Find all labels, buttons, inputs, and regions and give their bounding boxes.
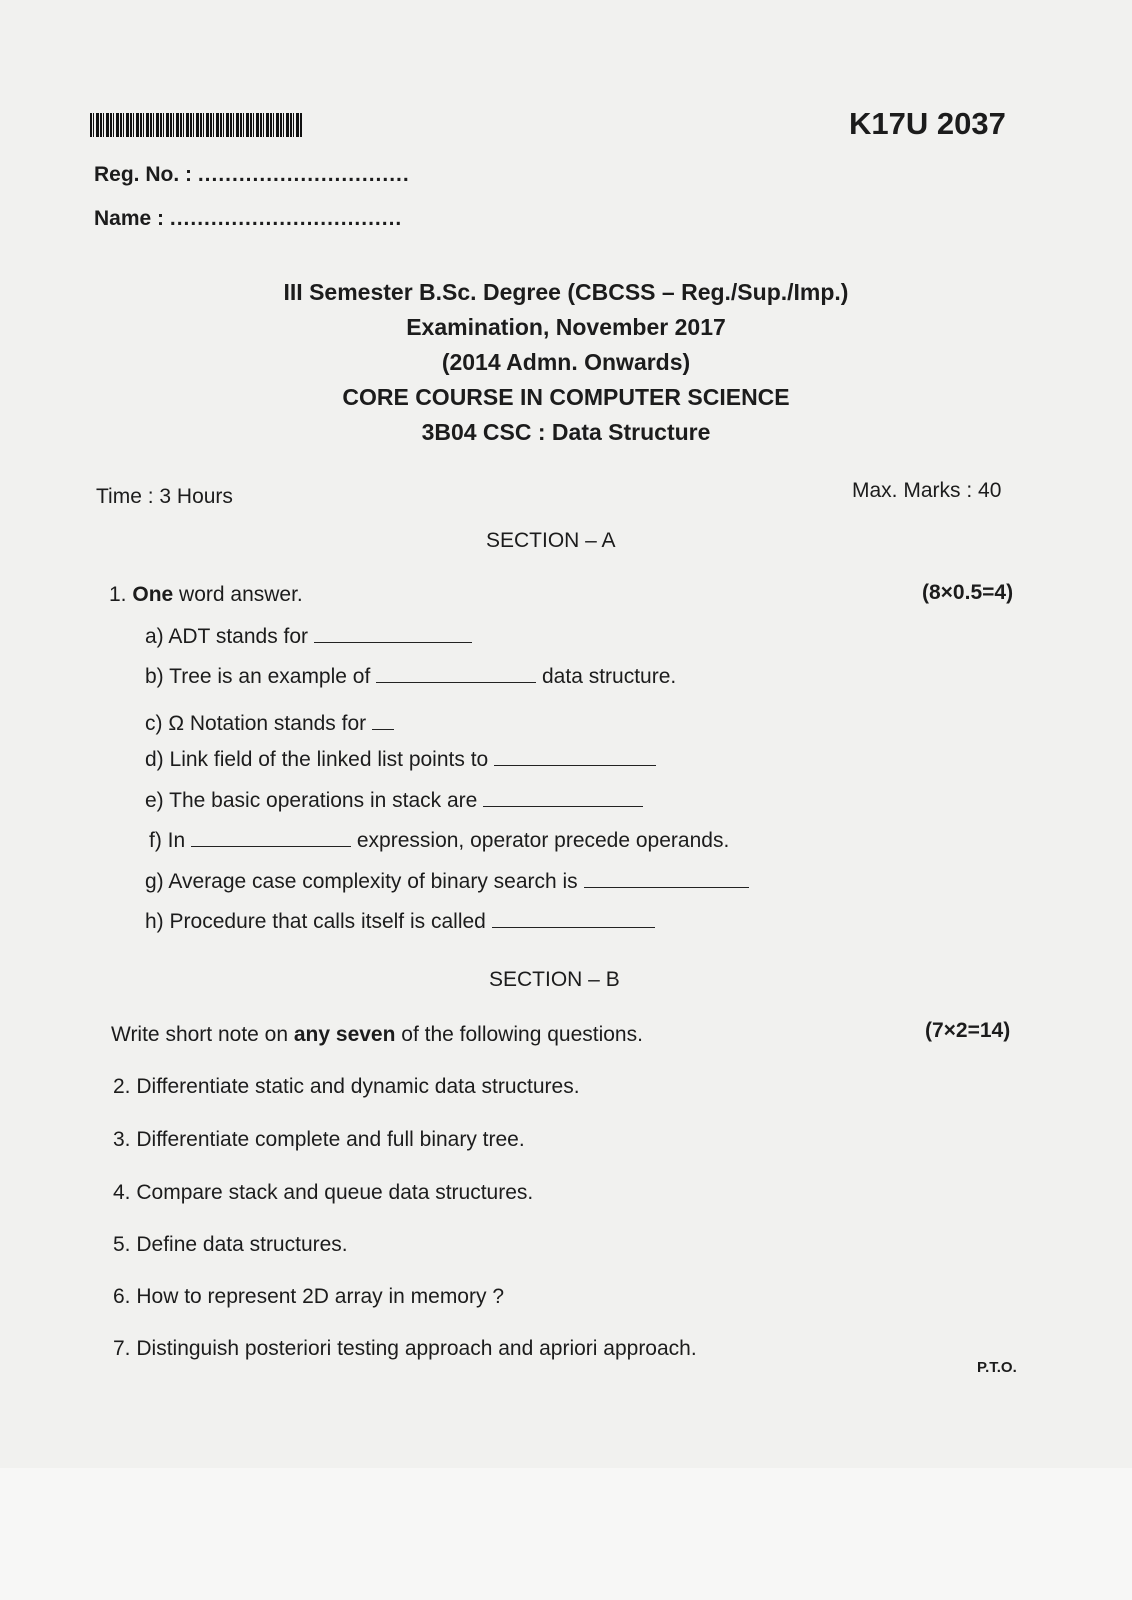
title-line-2: Examination, November 2017 xyxy=(406,314,726,340)
answer-blank xyxy=(314,624,472,643)
answer-blank xyxy=(376,664,536,683)
item-text-after: data structure. xyxy=(542,665,677,688)
item-label: g) xyxy=(145,870,164,893)
item-label: f) xyxy=(149,829,162,852)
question-5 xyxy=(113,1233,348,1257)
title-line-3: (2014 Admn. Onwards) xyxy=(441,349,691,375)
item-label: b) xyxy=(145,665,164,688)
instruction-emphasis: any seven xyxy=(293,1023,396,1046)
item-text: Ω Notation stands for xyxy=(168,712,367,735)
answer-blank xyxy=(191,828,351,847)
section-b-instruction xyxy=(111,1023,643,1047)
answer-blank xyxy=(483,788,643,807)
item-text: Average case complexity of binary search is xyxy=(168,870,578,893)
question-text: Differentiate static and dynamic data structures. xyxy=(136,1075,580,1098)
question-number: 3. xyxy=(113,1128,131,1151)
q1-number: 1. xyxy=(109,583,127,606)
q1-marks: (8×0.5=4) xyxy=(922,581,1014,604)
q1-item-h xyxy=(145,909,655,934)
name-dots: .................................. xyxy=(169,207,403,230)
page-bottom-margin xyxy=(0,1468,1132,1600)
item-label: c) xyxy=(145,712,163,735)
item-text: In xyxy=(167,829,186,852)
max-marks: Max. Marks : 40 xyxy=(852,479,1002,502)
name-field xyxy=(94,207,402,231)
question-number: 5. xyxy=(113,1233,131,1256)
question-number: 2. xyxy=(113,1075,131,1098)
section-b-marks: (7×2=14) xyxy=(925,1019,1011,1042)
time-info: Time : 3 Hours xyxy=(96,485,233,508)
section-a-heading: SECTION – A xyxy=(486,529,616,552)
item-text: The basic operations in stack are xyxy=(169,789,478,812)
question-number: 7. xyxy=(113,1337,131,1360)
name-label: Name : xyxy=(94,207,165,230)
reg-no-dots: ............................... xyxy=(197,163,410,186)
pto-label: P.T.O. xyxy=(977,1359,1017,1376)
title-line-4: CORE COURSE IN COMPUTER SCIENCE xyxy=(342,384,790,410)
question-7 xyxy=(113,1337,697,1361)
item-text: ADT stands for xyxy=(168,625,309,648)
item-text: Tree is an example of xyxy=(169,665,371,688)
question-text: Define data structures. xyxy=(136,1233,348,1256)
q1-item-a xyxy=(145,624,472,649)
q1-item-d xyxy=(145,747,656,772)
item-text-after: expression, operator precede operands. xyxy=(356,829,730,852)
item-label: a) xyxy=(145,625,164,648)
item-text: Link field of the linked list points to xyxy=(169,748,489,771)
q1-emphasis: One xyxy=(132,583,174,606)
q1-item-c xyxy=(145,711,394,736)
q1-item-g xyxy=(145,869,749,894)
barcode-image xyxy=(90,113,302,137)
instruction-text-after: of the following questions. xyxy=(395,1023,643,1046)
question-text: Differentiate complete and full binary tree. xyxy=(136,1128,525,1151)
item-label: e) xyxy=(145,789,164,812)
question-number: 6. xyxy=(113,1285,131,1308)
paper-code: K17U 2037 xyxy=(849,106,1006,141)
item-label: d) xyxy=(145,748,164,771)
q1-item-e xyxy=(145,788,643,813)
question-1 xyxy=(109,583,303,607)
answer-blank xyxy=(492,909,655,928)
answer-blank xyxy=(584,869,749,888)
title-line-5: 3B04 CSC : Data Structure xyxy=(421,419,711,445)
answer-blank xyxy=(372,711,394,730)
instruction-text: Write short note on xyxy=(111,1023,294,1046)
title-line-1: III Semester B.Sc. Degree (CBCSS – Reg./Sup./Imp.) xyxy=(283,279,849,305)
reg-no-label: Reg. No. : xyxy=(94,163,192,186)
q1-item-f xyxy=(149,828,729,853)
item-text: Procedure that calls itself is called xyxy=(169,910,486,933)
reg-no-field xyxy=(94,163,410,187)
q1-item-b xyxy=(145,664,676,689)
question-number: 4. xyxy=(113,1181,131,1204)
question-2 xyxy=(113,1075,580,1099)
question-6 xyxy=(113,1285,504,1309)
question-3 xyxy=(113,1128,525,1152)
item-label: h) xyxy=(145,910,164,933)
question-text: Distinguish posteriori testing approach and apriori approach. xyxy=(136,1337,697,1360)
section-b-heading: SECTION – B xyxy=(489,968,620,991)
answer-blank xyxy=(494,747,656,766)
question-text: Compare stack and queue data structures. xyxy=(136,1181,534,1204)
question-text: How to represent 2D array in memory ? xyxy=(136,1285,504,1308)
q1-text: word answer. xyxy=(173,583,303,606)
question-4 xyxy=(113,1181,533,1205)
